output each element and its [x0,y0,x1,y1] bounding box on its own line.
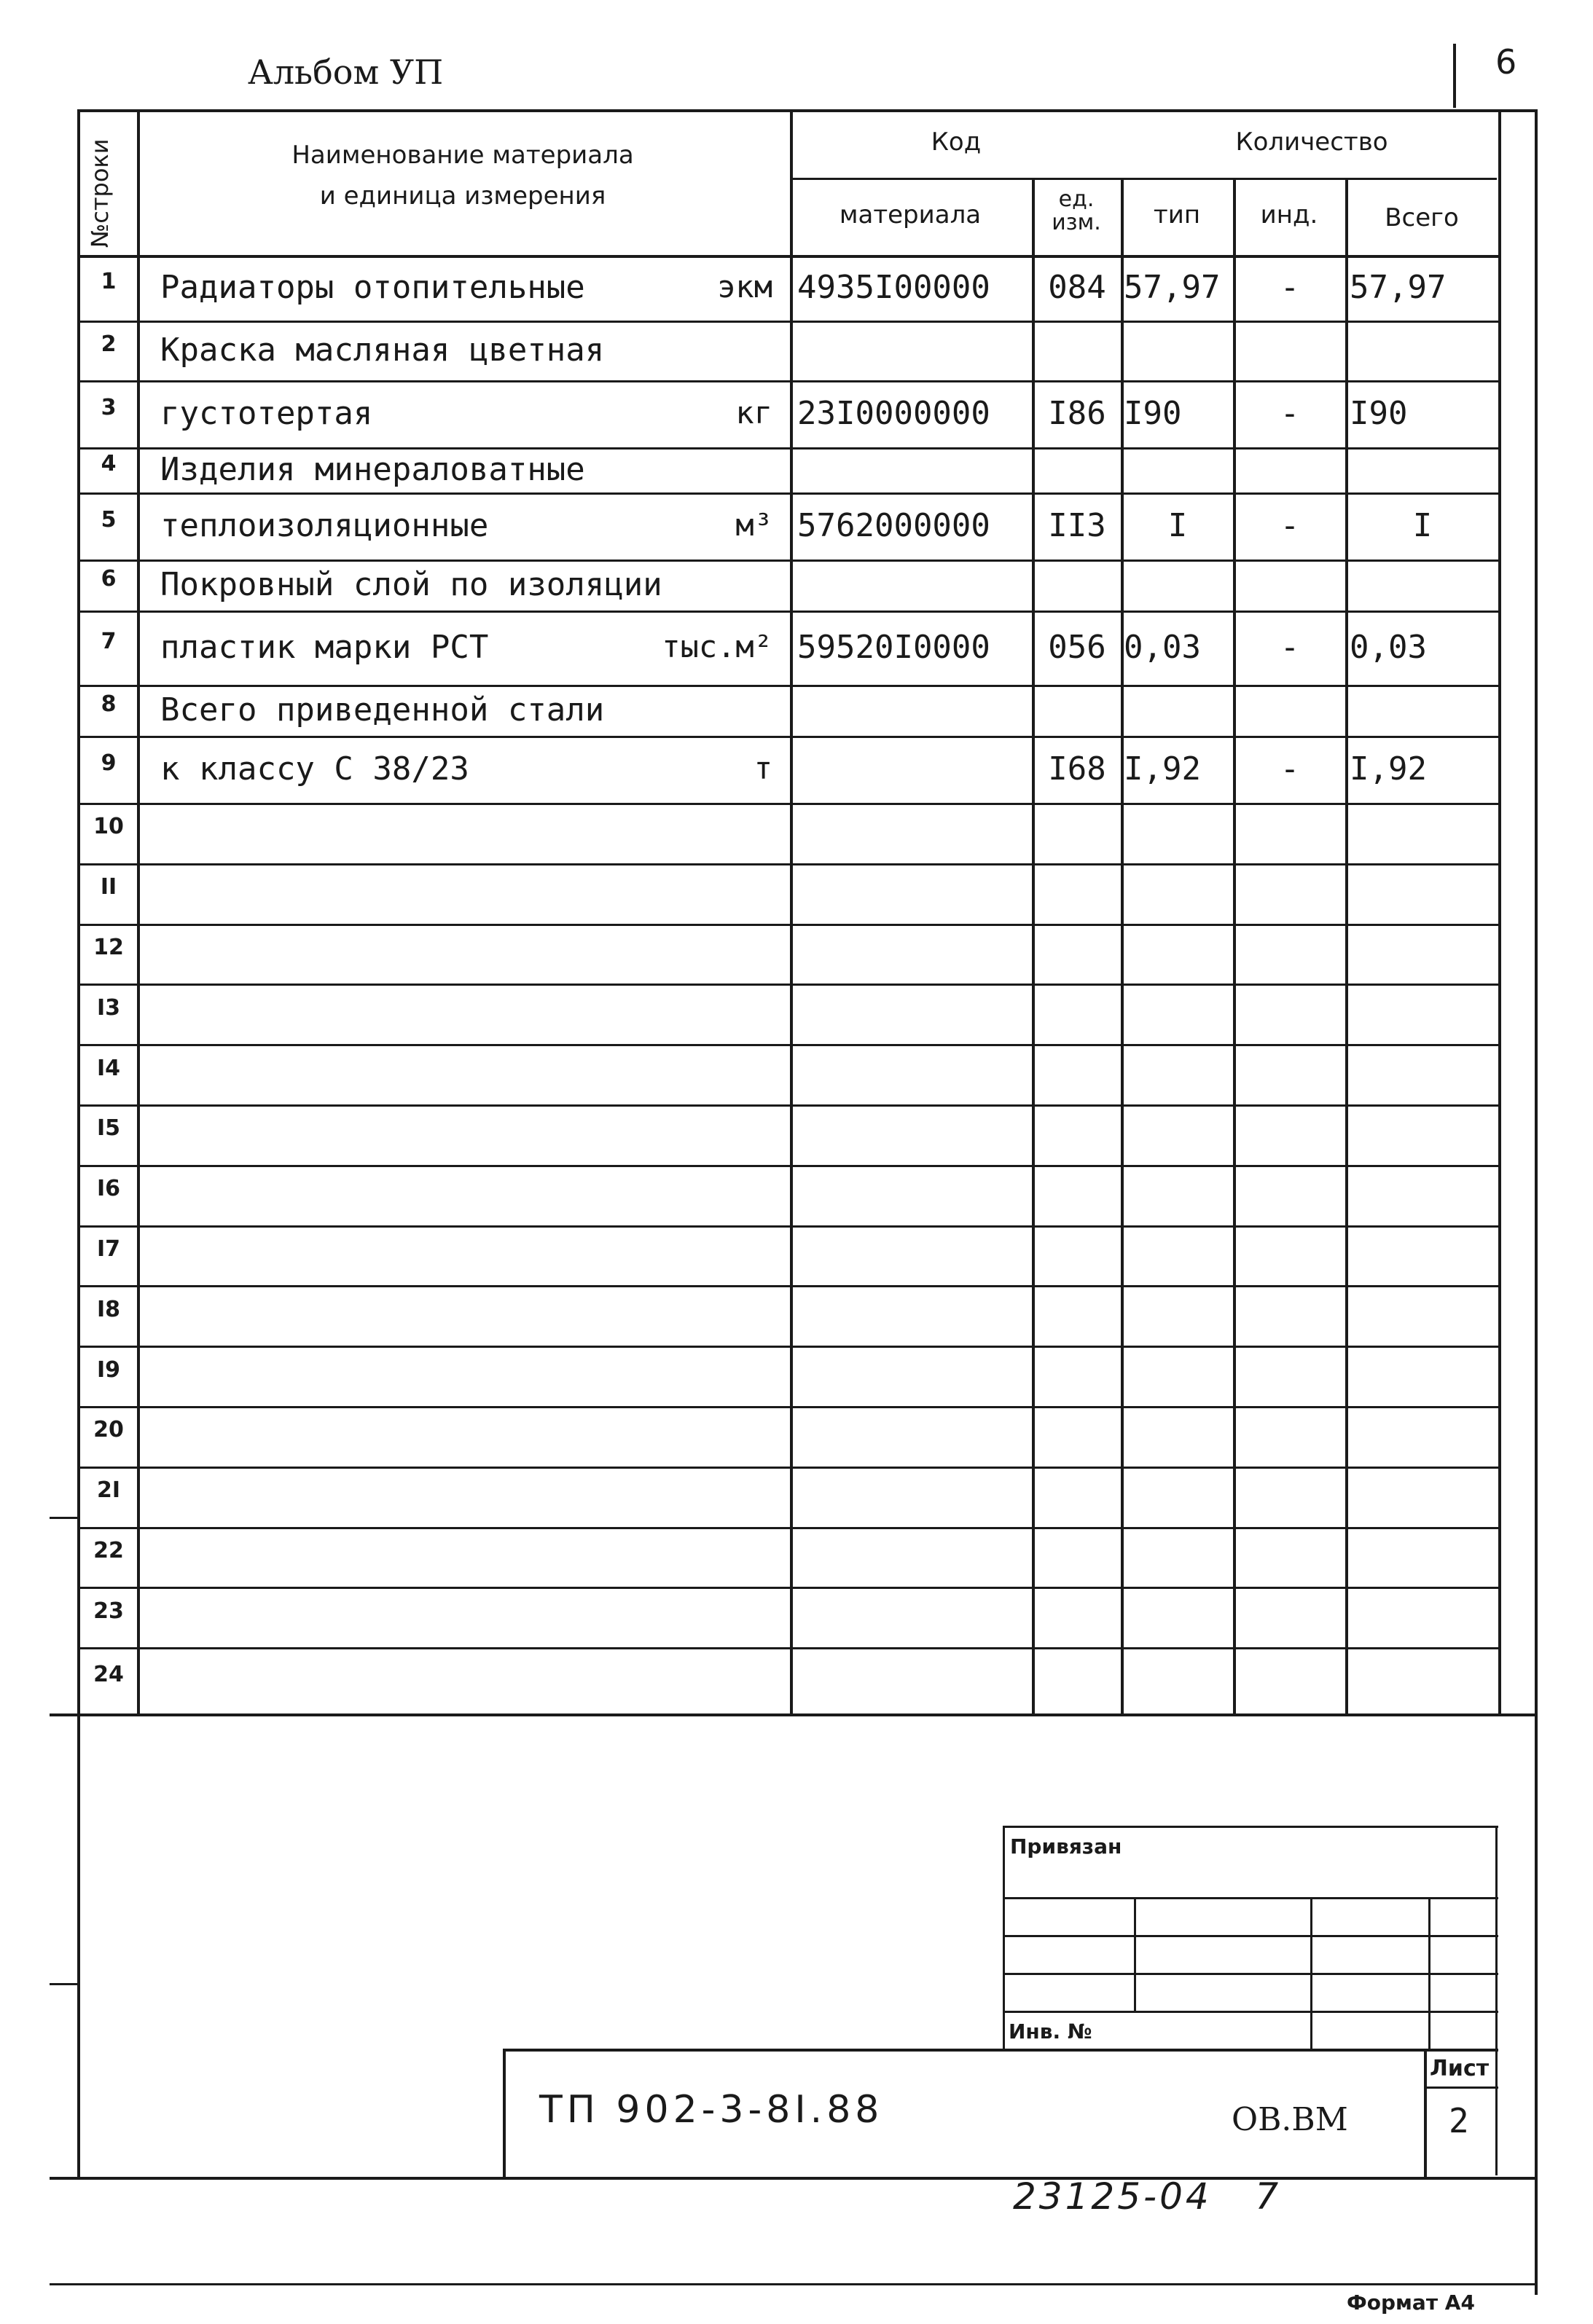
quantity-header: Количество [1235,127,1388,157]
material-name: теплоизоляционные [160,507,489,544]
row-divider [77,1647,1498,1649]
row-divider [77,560,1498,562]
material-unit: м³ [735,507,772,543]
row-divider [77,1225,1498,1228]
sheet-number: 6 [1495,42,1517,82]
code-unit-header-line1: ед. [1058,187,1095,212]
row-divider [77,1044,1498,1046]
row-number: 4 [101,451,117,476]
row-divider [77,380,1498,382]
row-divider [77,1165,1498,1167]
unit-code: 056 [1048,629,1106,666]
row-number: 12 [93,935,124,960]
row-divider [77,611,1498,613]
quantity-type: I [1167,507,1188,544]
stamp-row3 [1003,1973,1498,1975]
code-material-header: материала [839,200,982,229]
column-divider [1345,178,1348,1713]
row-number: I9 [96,1357,121,1383]
document-code: ТП 902-3-8I.88 [539,2088,884,2132]
material-name: Покровный слой по изоляции [160,566,662,603]
quantity-type-header: тип [1153,200,1201,229]
quantity-total: I [1412,507,1433,544]
quantity-total: I,92 [1350,750,1427,788]
row-divider [77,492,1498,495]
row-divider [77,924,1498,926]
doc-block-top [503,2049,1498,2052]
stamp-top [1003,1826,1498,1828]
quantity-total: 57,97 [1350,269,1447,306]
row-number: 9 [101,750,117,776]
code-unit-header-line2: изм. [1052,210,1101,235]
material-unit: тыс.м² [662,629,772,664]
page-bottom-line [50,2283,1536,2285]
unit-code: 084 [1048,269,1106,306]
row-number-header: №строки [86,138,114,248]
row-number: II [100,874,117,900]
row-divider [77,863,1498,865]
row-number: 8 [101,691,117,717]
row-divider [77,1285,1498,1287]
row-number: I8 [96,1296,121,1322]
row-divider [77,1406,1498,1408]
row-divider [77,447,1498,450]
quantity-ind: - [1280,395,1300,432]
quantity-total: 0,03 [1350,629,1427,666]
row-divider [77,1587,1498,1589]
row-number: 24 [93,1661,124,1687]
row-divider [77,803,1498,805]
quantity-type: I90 [1124,395,1182,432]
quantity-total-header: Всего [1385,203,1459,232]
stamp-left [1003,1826,1005,2049]
material-name: Радиаторы отопительные [160,269,585,306]
stamp-col3 [1428,1897,1430,2049]
material-name: Всего приведенной стали [160,691,605,729]
corner-divider [1453,44,1456,108]
frame-top [77,109,1536,112]
row-number: I4 [96,1055,121,1081]
stamp-col1 [1134,1897,1136,2011]
row-number: I3 [96,994,121,1021]
row-number: 10 [93,814,124,840]
unit-code: II3 [1048,507,1106,544]
row-divider [77,1346,1498,1348]
material-code: 4935I00000 [797,269,990,306]
margin-tick [50,1983,79,1985]
row-divider [77,1467,1498,1469]
material-unit: т [754,750,772,786]
material-name: Изделия минераловатные [160,451,585,488]
name-header-line1: Наименование материала [291,141,634,170]
material-unit: экм [717,269,772,305]
column-divider [790,109,793,1713]
row-divider [77,685,1498,687]
row-number: 3 [101,395,117,420]
code-header: Код [931,127,982,157]
linked-label: Привязан [1010,1834,1122,1858]
row-number: I6 [96,1176,121,1202]
material-unit: кг [735,395,772,431]
row-number: 2 [101,331,117,357]
name-header-line2: и единица измерения [319,181,606,211]
stamp-row2 [1003,1935,1498,1937]
row-divider [77,321,1498,323]
row-number: 5 [101,507,117,533]
sheet-label: Лист [1430,2056,1490,2081]
quantity-type: 0,03 [1124,629,1201,666]
margin-tick [50,1517,79,1519]
quantity-ind-header: инд. [1260,200,1318,229]
doc-block-left [503,2049,506,2178]
quantity-total: I90 [1350,395,1408,432]
row-number: I5 [96,1115,121,1142]
doc-sheet-divider [1424,2049,1427,2178]
column-divider [137,109,140,1713]
row-divider [77,736,1498,738]
quantity-type: I,92 [1124,750,1201,788]
material-name: к классу С 38/23 [160,750,469,788]
document-mark: ОВ.ВМ [1232,2101,1348,2138]
row-number: 1 [101,269,117,294]
table-bottom [50,1713,1536,1716]
format-label: Формат А4 [1347,2290,1475,2315]
header-bottom [77,255,1498,258]
sheet-value: 2 [1449,2101,1469,2140]
column-divider [1498,109,1501,1713]
material-name: пластик марки РСТ [160,629,489,666]
unit-code: I68 [1048,750,1106,788]
row-number: I7 [96,1236,121,1262]
quantity-ind: - [1280,507,1300,544]
row-number: 23 [93,1598,124,1624]
stamp-row4 [1003,2011,1498,2013]
header-sub-divider [790,178,1497,180]
unit-code: I86 [1048,395,1106,432]
stamp-col2 [1310,1897,1312,2049]
quantity-ind: - [1280,750,1300,788]
material-name: Краска масляная цветная [160,331,605,369]
handwritten-number: 23125-04 7 [1013,2175,1282,2218]
material-code: 5762000000 [797,507,990,544]
row-number: 2I [96,1477,121,1504]
album-title: Альбом УП [248,52,444,92]
row-number: 6 [101,566,117,592]
row-number: 22 [93,1538,124,1563]
inv-no-label: Инв. № [1009,2019,1092,2044]
material-code: 59520I0000 [797,629,990,666]
row-divider [77,1104,1498,1107]
stamp-row1 [1003,1897,1498,1899]
doc-sheet-line [1424,2087,1498,2089]
quantity-type: 57,97 [1124,269,1221,306]
material-code: 23I0000000 [797,395,990,432]
frame-bottom [50,2177,1536,2180]
row-divider [77,984,1498,986]
row-divider [77,1527,1498,1529]
row-number: 20 [93,1417,124,1443]
row-number: 7 [101,629,117,654]
quantity-ind: - [1280,269,1300,306]
stamp-right [1495,1826,1498,2175]
frame-right [1535,109,1538,2295]
material-name: густотертая [160,395,373,432]
quantity-ind: - [1280,629,1300,666]
